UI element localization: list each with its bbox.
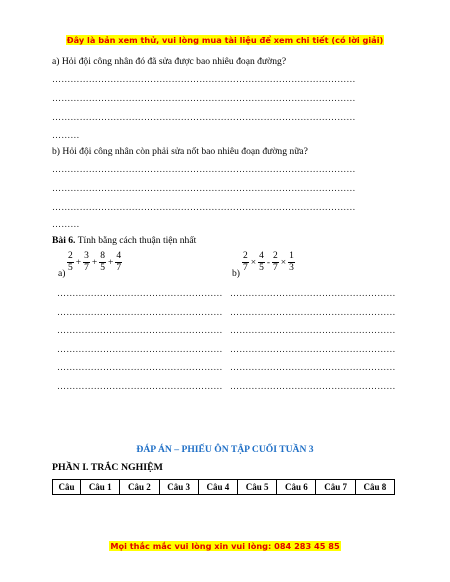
working-line: ……………………………………………… — [230, 381, 396, 391]
answer-title: ĐÁP ÁN – PHIẾU ÔN TẬP CUỐI TUẦN 3 — [136, 444, 314, 455]
operator: × — [280, 257, 287, 268]
fraction — [258, 251, 265, 274]
operator: + — [91, 257, 98, 268]
working-line: ……………………………………………… — [230, 325, 396, 336]
working-line: ……………………………………………… — [57, 306, 223, 317]
operator: + — [75, 257, 82, 268]
preview-banner — [0, 30, 450, 48]
working-line: ……………………………………………… — [57, 325, 223, 336]
numerator: 1 — [289, 251, 294, 261]
fraction — [242, 251, 249, 274]
operator: - — [266, 257, 271, 268]
table-header-cell: Câu 8 — [355, 480, 394, 495]
working-line: ……………………………………………… — [57, 362, 223, 373]
exercise-text: Tính bằng cách thuận tiện nhất — [75, 235, 197, 246]
numerator: 8 — [100, 251, 105, 261]
numerator: 2 — [273, 251, 278, 261]
answer-line: ……………………………………………………………………………………… — [52, 93, 356, 103]
table-header-cell: Câu 7 — [316, 480, 355, 495]
question-b: b) Hỏi đội công nhân còn phải sửa nốt bao nhiêu đoạn đường nữa? — [52, 146, 308, 157]
table-header-cell: Câu 5 — [238, 480, 277, 495]
operator: + — [107, 257, 114, 268]
answer-line-short: ……… — [52, 219, 80, 229]
denominator: 7 — [116, 263, 122, 273]
working-line: ……………………………………………… — [230, 306, 396, 317]
fraction — [99, 251, 106, 274]
working-line: ……………………………………………… — [230, 343, 396, 354]
answer-line-short: ……… — [52, 130, 80, 140]
denominator: 5 — [259, 263, 264, 273]
fraction — [83, 251, 90, 274]
numerator: 4 — [116, 251, 122, 261]
table-header-cell: Câu 4 — [198, 480, 237, 495]
working-line: ……………………………………………… — [57, 288, 223, 298]
answer-table — [52, 479, 395, 495]
fraction — [288, 251, 295, 274]
operator: × — [250, 257, 257, 268]
answer-line: ……………………………………………………………………………………… — [52, 112, 356, 122]
denominator: 3 — [289, 263, 294, 273]
denominator: 7 — [243, 263, 248, 273]
numerator: 4 — [259, 251, 264, 261]
contact-banner — [0, 536, 450, 554]
part-b-label: b) — [232, 268, 240, 279]
denominator: 7 — [84, 263, 89, 273]
working-line: ……………………………………………… — [230, 362, 396, 373]
table-header-row — [53, 480, 395, 495]
answer-line: ……………………………………………………………………………………… — [52, 202, 356, 212]
numerator: 2 — [243, 251, 248, 261]
working-line: ……………………………………………… — [57, 381, 223, 391]
fraction — [67, 251, 74, 274]
table-header-cell: Câu 2 — [120, 480, 159, 495]
table-header-cell: Câu 3 — [159, 480, 198, 495]
table-header-cell: Câu 1 — [81, 480, 120, 495]
denominator: 5 — [68, 263, 73, 273]
part-a-label: a) — [58, 268, 66, 279]
denominator: 5 — [100, 263, 105, 273]
answer-line: ……………………………………………………………………………………… — [52, 164, 356, 174]
part-title: PHẦN I. TRẮC NGHIỆM — [52, 462, 163, 473]
working-line: ……………………………………………… — [57, 343, 223, 354]
contact-banner-text: Mọi thắc mắc vui lòng xin vui lòng: 084 283 45 85 — [110, 541, 340, 551]
preview-banner-text: Đây là bản xem thử, vui lòng mua tài liệu để xem chi tiết (có lời giải) — [66, 35, 384, 45]
table-header-cell: Câu 6 — [277, 480, 316, 495]
exercise-label: Bài 6. — [52, 235, 76, 246]
answer-line: ……………………………………………………………………………………… — [52, 183, 356, 193]
numerator: 3 — [84, 251, 89, 261]
expression-a — [66, 251, 123, 274]
expression-b — [241, 251, 296, 274]
fraction — [272, 251, 279, 274]
fraction — [115, 251, 122, 274]
answer-line: ……………………………………………………………………………………… — [52, 74, 356, 84]
question-a: a) Hỏi đội công nhân đó đã sửa được bao nhiêu đoạn đường? — [52, 56, 287, 67]
working-line: ……………………………………………… — [230, 288, 396, 298]
table-header-cell: Câu — [53, 480, 81, 495]
exercise-heading — [52, 235, 196, 246]
denominator: 7 — [273, 263, 278, 273]
numerator: 2 — [68, 251, 73, 261]
